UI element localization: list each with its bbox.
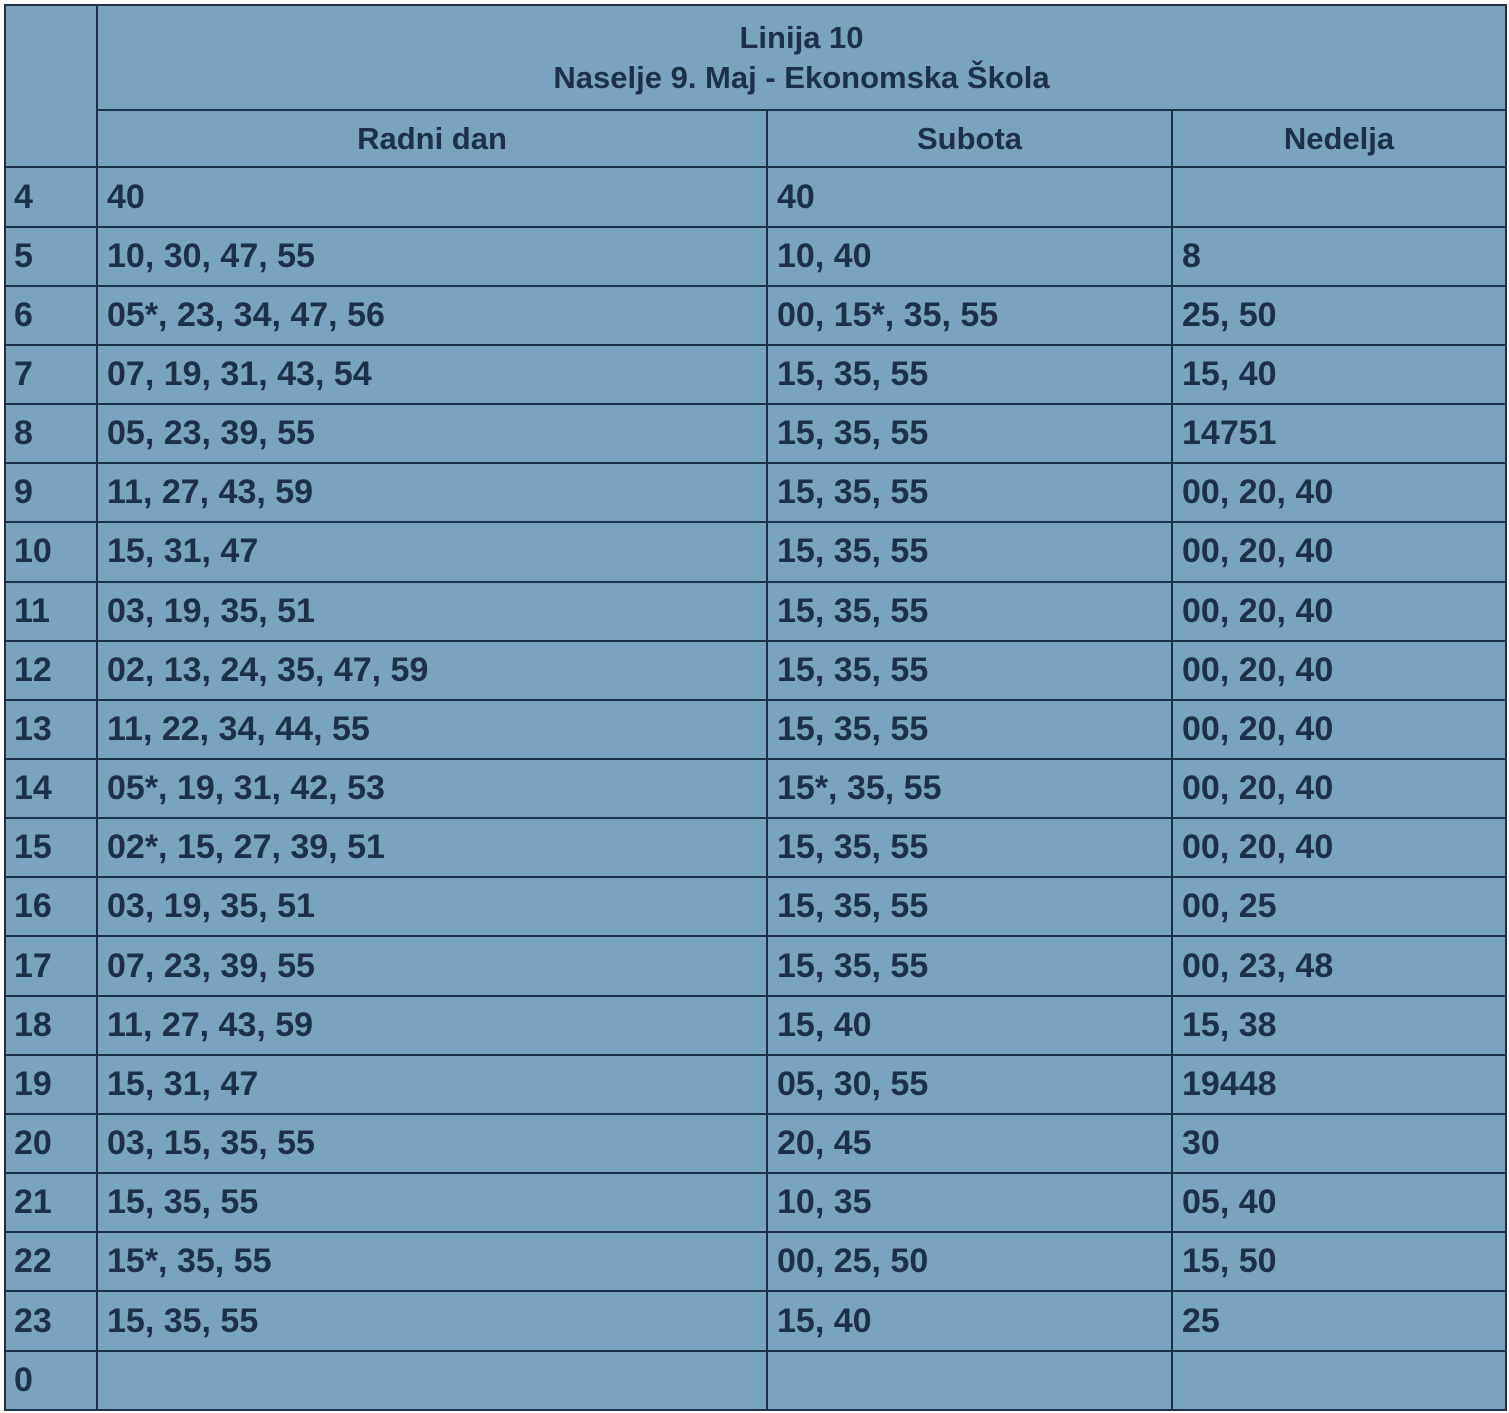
- hour-cell: 11: [5, 582, 97, 641]
- hour-cell: 22: [5, 1232, 97, 1291]
- weekday-times-cell: 11, 27, 43, 59: [97, 996, 767, 1055]
- saturday-times-cell: 15, 35, 55: [767, 404, 1172, 463]
- column-header-sunday: Nedelja: [1172, 110, 1506, 167]
- weekday-times-cell: 02, 13, 24, 35, 47, 59: [97, 641, 767, 700]
- hour-cell: 8: [5, 404, 97, 463]
- hour-cell: 23: [5, 1291, 97, 1350]
- sunday-times-cell: [1172, 1351, 1506, 1410]
- weekday-times-cell: 11, 22, 34, 44, 55: [97, 700, 767, 759]
- hour-cell: 21: [5, 1173, 97, 1232]
- sunday-times-cell: 14751: [1172, 404, 1506, 463]
- sunday-times-cell: 00, 20, 40: [1172, 818, 1506, 877]
- saturday-times-cell: 15, 35, 55: [767, 700, 1172, 759]
- sunday-times-cell: 00, 25: [1172, 877, 1506, 936]
- timetable-title: [97, 5, 1506, 110]
- hour-cell: 15: [5, 818, 97, 877]
- saturday-times-cell: 15, 35, 55: [767, 818, 1172, 877]
- table-row: [5, 463, 1506, 522]
- sunday-times-cell: 25, 50: [1172, 286, 1506, 345]
- weekday-times-cell: 11, 27, 43, 59: [97, 463, 767, 522]
- weekday-times-cell: 03, 19, 35, 51: [97, 877, 767, 936]
- weekday-times-cell: 15, 31, 47: [97, 522, 767, 581]
- saturday-times-cell: 15, 35, 55: [767, 463, 1172, 522]
- sunday-times-cell: 25: [1172, 1291, 1506, 1350]
- table-row: [5, 1232, 1506, 1291]
- table-row: [5, 404, 1506, 463]
- hour-cell: 18: [5, 996, 97, 1055]
- corner-cell: [5, 5, 97, 167]
- sunday-times-cell: 15, 40: [1172, 345, 1506, 404]
- saturday-times-cell: 40: [767, 167, 1172, 226]
- saturday-times-cell: 15, 40: [767, 996, 1172, 1055]
- sunday-times-cell: 19448: [1172, 1055, 1506, 1114]
- saturday-times-cell: 15, 35, 55: [767, 582, 1172, 641]
- table-row: [5, 936, 1506, 995]
- sunday-times-cell: 8: [1172, 227, 1506, 286]
- table-row: [5, 641, 1506, 700]
- line-name: Linija 10: [739, 19, 864, 55]
- table-row: [5, 582, 1506, 641]
- table-row: [5, 877, 1506, 936]
- table-row: [5, 167, 1506, 226]
- weekday-times-cell: 03, 19, 35, 51: [97, 582, 767, 641]
- table-row: [5, 759, 1506, 818]
- weekday-times-cell: 05, 23, 39, 55: [97, 404, 767, 463]
- hour-cell: 17: [5, 936, 97, 995]
- table-row: [5, 996, 1506, 1055]
- column-header-saturday: Subota: [767, 110, 1172, 167]
- saturday-times-cell: 10, 40: [767, 227, 1172, 286]
- sunday-times-cell: [1172, 167, 1506, 226]
- weekday-times-cell: 05*, 23, 34, 47, 56: [97, 286, 767, 345]
- weekday-times-cell: 15, 35, 55: [97, 1173, 767, 1232]
- hour-cell: 5: [5, 227, 97, 286]
- hour-cell: 6: [5, 286, 97, 345]
- sunday-times-cell: 00, 23, 48: [1172, 936, 1506, 995]
- hour-cell: 7: [5, 345, 97, 404]
- weekday-times-cell: 40: [97, 167, 767, 226]
- weekday-times-cell: 05*, 19, 31, 42, 53: [97, 759, 767, 818]
- saturday-times-cell: 00, 15*, 35, 55: [767, 286, 1172, 345]
- saturday-times-cell: 15, 40: [767, 1291, 1172, 1350]
- column-header-weekday: Radni dan: [97, 110, 767, 167]
- sunday-times-cell: 30: [1172, 1114, 1506, 1173]
- table-row: [5, 522, 1506, 581]
- hour-cell: 19: [5, 1055, 97, 1114]
- weekday-times-cell: 07, 19, 31, 43, 54: [97, 345, 767, 404]
- weekday-times-cell: 02*, 15, 27, 39, 51: [97, 818, 767, 877]
- weekday-times-cell: 15, 35, 55: [97, 1291, 767, 1350]
- hour-cell: 12: [5, 641, 97, 700]
- table-row: [5, 1291, 1506, 1350]
- saturday-times-cell: [767, 1351, 1172, 1410]
- hour-cell: 16: [5, 877, 97, 936]
- table-row: [5, 286, 1506, 345]
- table-row: [5, 700, 1506, 759]
- sunday-times-cell: 00, 20, 40: [1172, 463, 1506, 522]
- route-name: Naselje 9. Maj - Ekonomska Škola: [553, 59, 1050, 95]
- weekday-times-cell: 15, 31, 47: [97, 1055, 767, 1114]
- title-row: [5, 5, 1506, 110]
- column-header-row: [5, 110, 1506, 167]
- sunday-times-cell: 05, 40: [1172, 1173, 1506, 1232]
- table-row: [5, 1114, 1506, 1173]
- table-row: [5, 1173, 1506, 1232]
- hour-cell: 13: [5, 700, 97, 759]
- hour-cell: 9: [5, 463, 97, 522]
- saturday-times-cell: 15, 35, 55: [767, 936, 1172, 995]
- table-row: [5, 345, 1506, 404]
- table-row: [5, 818, 1506, 877]
- saturday-times-cell: 20, 45: [767, 1114, 1172, 1173]
- weekday-times-cell: 07, 23, 39, 55: [97, 936, 767, 995]
- sunday-times-cell: 00, 20, 40: [1172, 700, 1506, 759]
- table-row: [5, 227, 1506, 286]
- weekday-times-cell: 03, 15, 35, 55: [97, 1114, 767, 1173]
- sunday-times-cell: 15, 50: [1172, 1232, 1506, 1291]
- hour-cell: 10: [5, 522, 97, 581]
- sunday-times-cell: 15, 38: [1172, 996, 1506, 1055]
- bus-timetable: [4, 4, 1507, 1411]
- hour-cell: 0: [5, 1351, 97, 1410]
- saturday-times-cell: 15*, 35, 55: [767, 759, 1172, 818]
- weekday-times-cell: 10, 30, 47, 55: [97, 227, 767, 286]
- saturday-times-cell: 15, 35, 55: [767, 877, 1172, 936]
- hour-cell: 20: [5, 1114, 97, 1173]
- saturday-times-cell: 15, 35, 55: [767, 641, 1172, 700]
- sunday-times-cell: 00, 20, 40: [1172, 759, 1506, 818]
- table-row: [5, 1351, 1506, 1410]
- table-row: [5, 1055, 1506, 1114]
- saturday-times-cell: 00, 25, 50: [767, 1232, 1172, 1291]
- saturday-times-cell: 15, 35, 55: [767, 522, 1172, 581]
- hour-cell: 14: [5, 759, 97, 818]
- weekday-times-cell: 15*, 35, 55: [97, 1232, 767, 1291]
- sunday-times-cell: 00, 20, 40: [1172, 641, 1506, 700]
- weekday-times-cell: [97, 1351, 767, 1410]
- hour-cell: 4: [5, 167, 97, 226]
- sunday-times-cell: 00, 20, 40: [1172, 522, 1506, 581]
- sunday-times-cell: 00, 20, 40: [1172, 582, 1506, 641]
- saturday-times-cell: 05, 30, 55: [767, 1055, 1172, 1114]
- saturday-times-cell: 10, 35: [767, 1173, 1172, 1232]
- saturday-times-cell: 15, 35, 55: [767, 345, 1172, 404]
